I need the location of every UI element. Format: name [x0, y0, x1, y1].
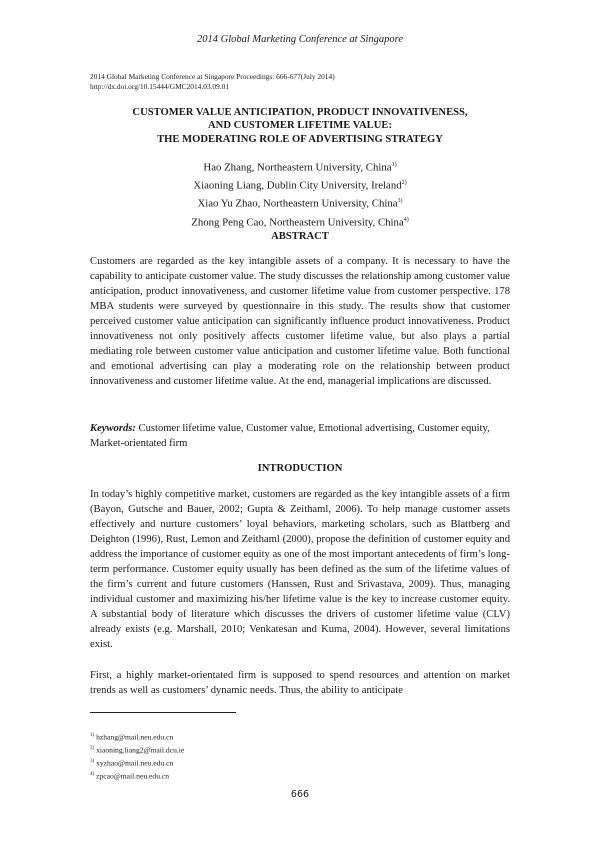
footnote-email[interactable]: zpcao@mail.neu.edu.cn: [96, 771, 170, 781]
author-line: [60, 158, 540, 176]
author-name: Hao Zhang, Northeastern University, China: [203, 161, 392, 174]
footnote: [90, 756, 390, 769]
proceedings-citation: 2014 Global Marketing Conference at Singapore Proceedings: 666-677(July 2014): [90, 72, 335, 81]
author-name: Xiaoning Liang, Dublin City University, Ireland: [193, 179, 402, 192]
footnote-mark: 3): [397, 198, 403, 205]
introduction-paragraph: In today’s highly competitive market, customers are regarded as the key intangible assets of a firm (Bayon, Gutsche and Bauer, 2002; Gupta & Zeithaml, 2006). To help manage customer assets effectively and nurture customers’ loyal behaviors, marketing scholars, such as Blattberg and Deighton (1996), Rust, Lemon and Zeithaml (2000), propose the definition of customer equity and address the importance of customer equity as one of the most important antecedents of firm’s long-term performance. Customer equity usually has been defined as the sum of the lifetime values of the firm’s current and future customers (Hanssen, Rust and Srivastava, 2009). Thus, managing individual customer and maximizing his/her lifetime value is the key to increase customer equity. A substantial body of literature which discusses the drivers of customer lifetime value (CLV) already exists (e.g. Marshall, 2010; Venkatesan and Kuma, 2004). However, several limitations exist.: [90, 489, 510, 650]
author-list: [60, 158, 540, 231]
abstract-heading: ABSTRACT: [271, 231, 329, 242]
title-line: CUSTOMER VALUE ANTICIPATION, PRODUCT INNOVATIVENESS,: [132, 107, 468, 118]
author-line: [60, 194, 540, 212]
keywords-label: Keywords:: [90, 423, 136, 434]
footnote: [90, 743, 390, 756]
footnote: [90, 730, 390, 743]
proceedings-info: [90, 72, 520, 92]
footnotes: [90, 730, 390, 782]
introduction-paragraph: First, a highly market-orientated firm is supposed to spend resources and attention on market trends as well as customers’ dynamic needs. Thus, the ability to anticipate: [90, 670, 510, 696]
keywords: [90, 421, 510, 451]
footnote-mark: 2): [90, 745, 95, 751]
author-name: Zhong Peng Cao, Northeastern University, China: [191, 216, 404, 229]
footnote-mark: 1): [391, 162, 397, 168]
author-line: [60, 213, 540, 231]
doi-link[interactable]: http://dx.doi.org/10.15444/GMC2014.03.09.01: [90, 82, 230, 91]
footnote-mark: 4): [90, 771, 95, 777]
title-line: THE MODERATING ROLE OF ADVERTISING STRATEGY: [157, 133, 443, 145]
page-number: 666: [290, 789, 310, 800]
author-line: [60, 176, 540, 194]
footnote-email[interactable]: xyzhao@mail.neu.edu.cn: [96, 758, 174, 768]
footnote: [90, 769, 390, 782]
footnote-mark: 2): [401, 180, 407, 187]
footnote-separator: [90, 712, 236, 713]
footnote-email[interactable]: xiaoning.liang2@mail.dcu.ie: [96, 745, 185, 755]
abstract-text: Customers are regarded as the key intangible assets of a company. It is necessary to have the capability to anticipate customer value. The study discusses the relationship among customer value anticipation, product innovativeness, and customer lifetime value from customer perspective. 178 MBA students were surveyed by questionnaire in this study. The results show that customer perceived customer value anticipation can significantly influence product innovativeness. Product innovativeness not only positively affects customer lifetime value, but also plays a partial mediating role between customer value anticipation and customer lifetime value. Both functional and emotional advertising can play a moderating role on the relationship between product innovativeness and customer lifetime value. At the end, managerial implications are discussed.: [90, 256, 510, 387]
keywords-text: Customer lifetime value, Customer value, Emotional advertising, Customer equity, Market-orientated firm: [90, 423, 490, 449]
introduction-heading: INTRODUCTION: [257, 463, 343, 474]
paper-title: [60, 106, 540, 146]
footnote-mark: 3): [90, 758, 95, 764]
footnote-mark: 4): [403, 216, 409, 223]
running-head: 2014 Global Marketing Conference at Singapore: [197, 34, 403, 45]
author-name: Xiao Yu Zhao, Northeastern University, China: [197, 197, 398, 210]
footnote-email[interactable]: hzhang@mail.neu.edu.cn: [96, 732, 174, 742]
title-line: AND CUSTOMER LIFETIME VALUE:: [208, 120, 392, 132]
footnote-mark: 1): [90, 733, 95, 738]
